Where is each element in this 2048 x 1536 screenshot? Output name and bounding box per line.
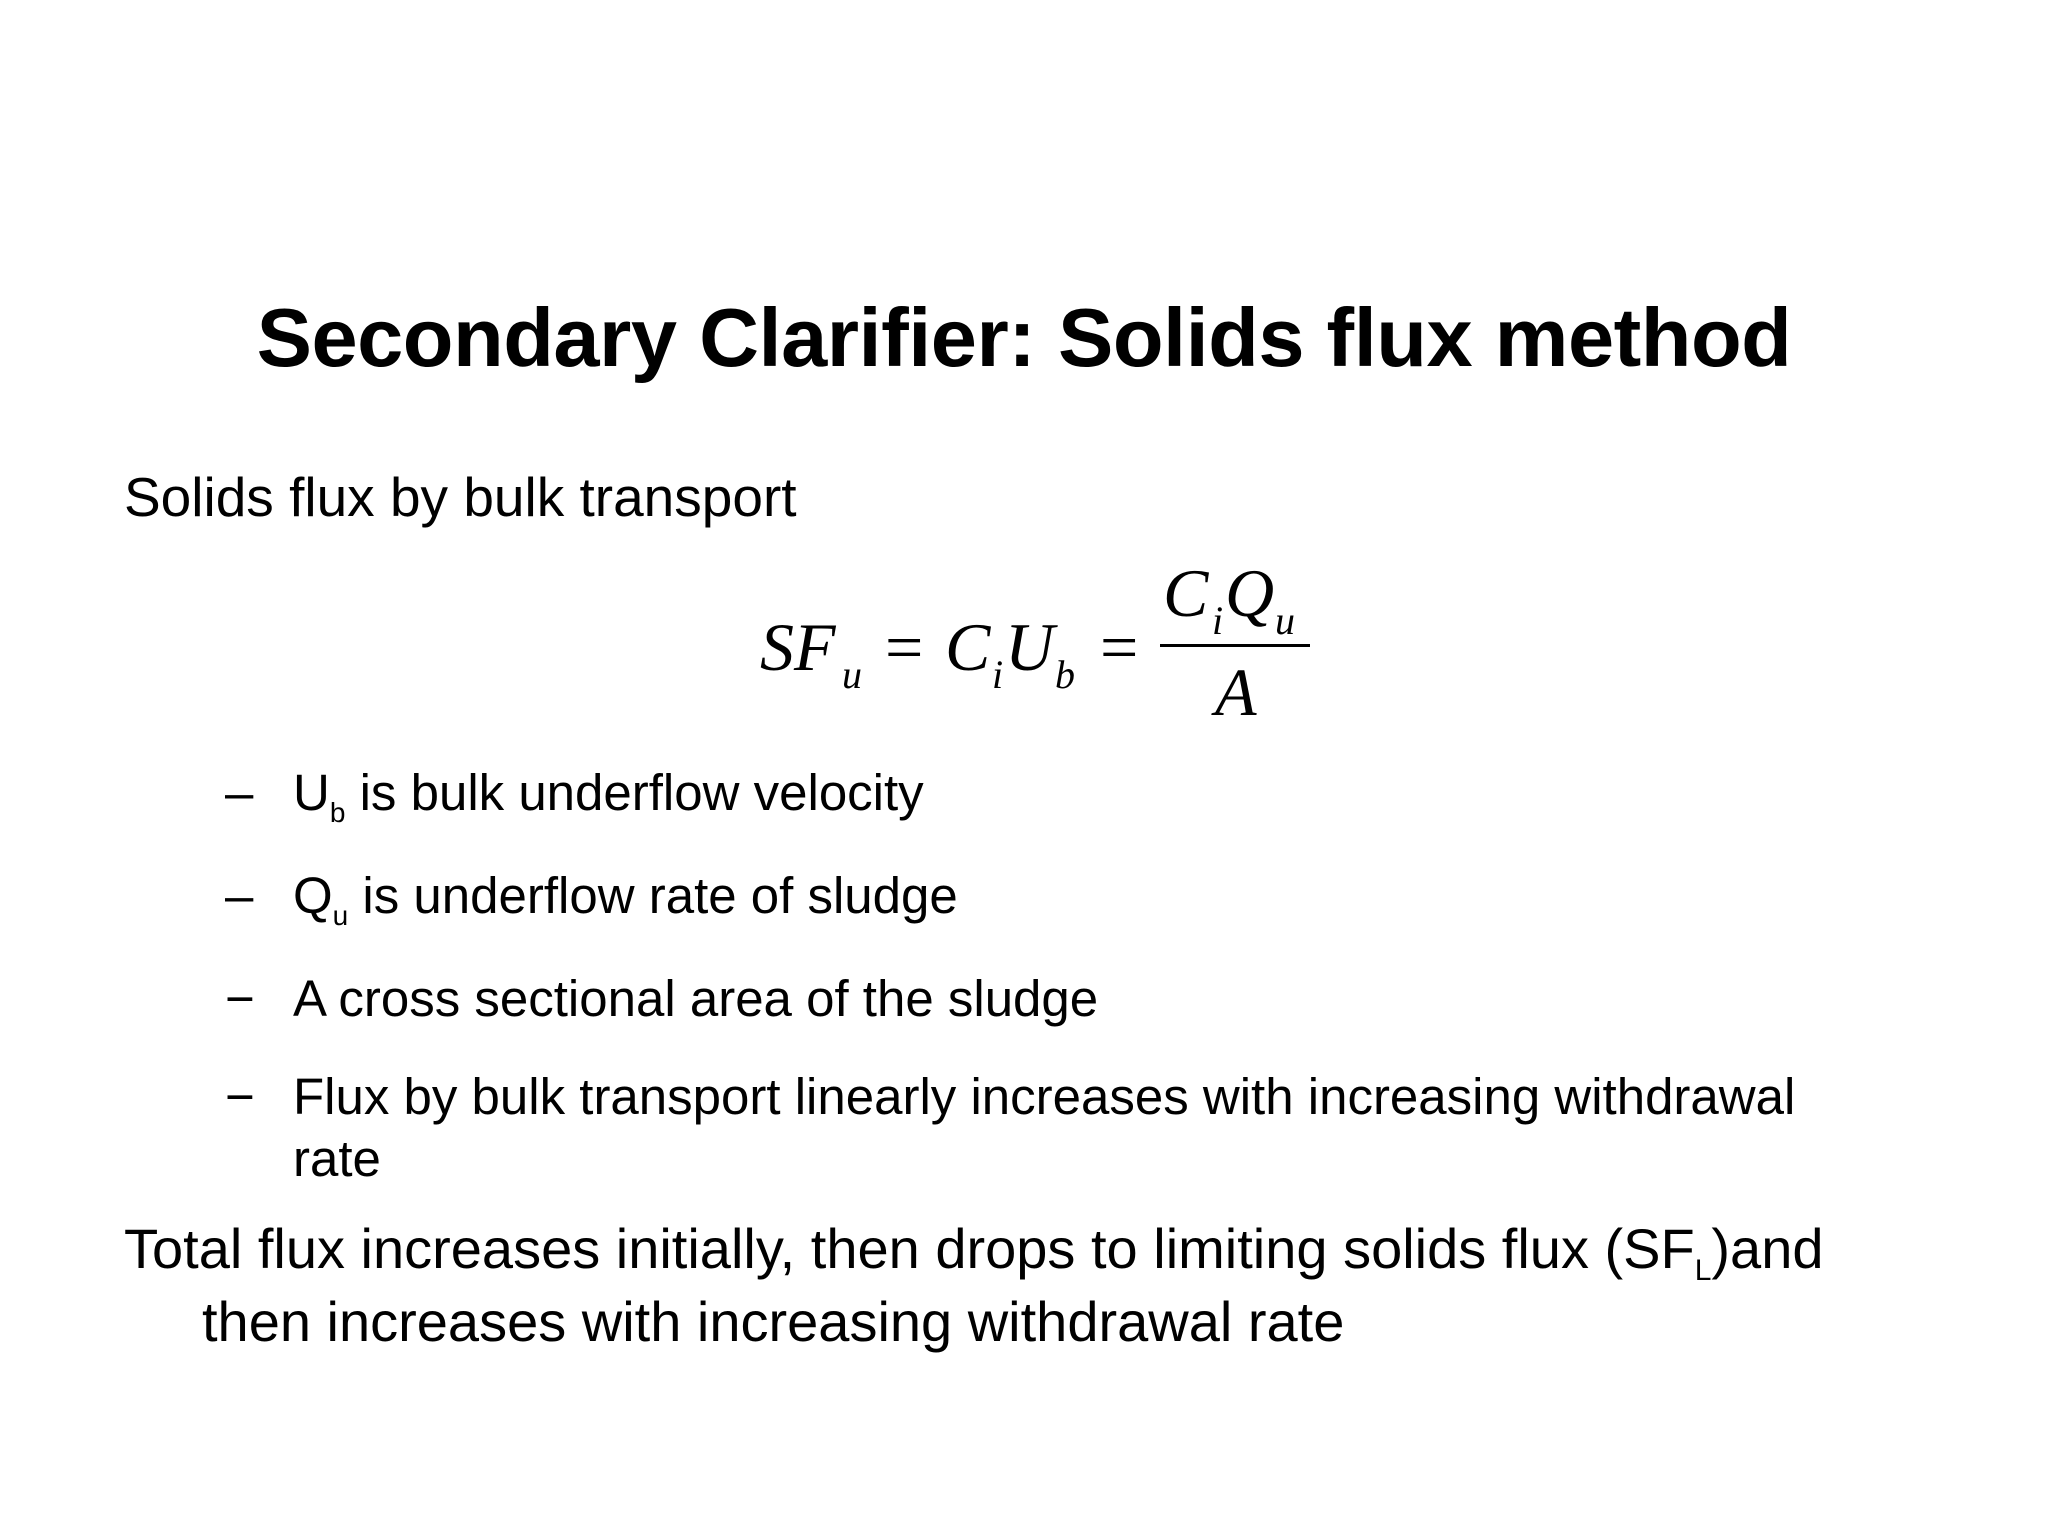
slide-title: Secondary Clarifier: Solids flux method <box>256 291 1792 384</box>
eq-equals-2: = <box>1100 609 1139 685</box>
eq-mid-u: U <box>1005 609 1055 685</box>
eq-num-q-sub: u <box>1275 598 1295 643</box>
eq-mid-c: C <box>945 609 991 685</box>
intro-text: Solids flux by bulk transport <box>124 466 797 528</box>
eq-num-c-sub: i <box>1212 598 1224 643</box>
eq-mid-u-sub: b <box>1055 652 1075 697</box>
bullet-dash: − <box>225 1068 255 1125</box>
eq-denominator: A <box>1215 654 1257 730</box>
bullet-dash: – <box>225 764 254 821</box>
bullet-dash: – <box>225 867 254 924</box>
eq-lhs: SF <box>760 609 836 685</box>
eq-num-c: C <box>1163 555 1209 631</box>
bullet-dash: − <box>225 970 255 1027</box>
eq-lhs-sub: u <box>842 652 862 697</box>
eq-mid-c-sub: i <box>992 652 1004 697</box>
conclusion-text: Total flux increases initially, then drops to limiting solids flux $(SF_L)and$ then increases with increasing withdrawal rate <box>124 1217 1824 1353</box>
bullet-text: A cross sectional area of the sludge <box>293 970 1099 1027</box>
solids-flux-equation <box>760 555 1320 735</box>
bullet-text: $U_b$ is bulk underflow velocity <box>293 764 924 828</box>
eq-equals-1: = <box>885 609 924 685</box>
bullet-text: Flux by bulk transport linearly increases with increasing withdrawal rate <box>293 1068 1796 1187</box>
fraction-bar <box>1160 644 1310 647</box>
bullet-text: $Q_u$ is underflow rate of sludge <box>293 867 958 931</box>
eq-num-q: Q <box>1225 555 1275 631</box>
